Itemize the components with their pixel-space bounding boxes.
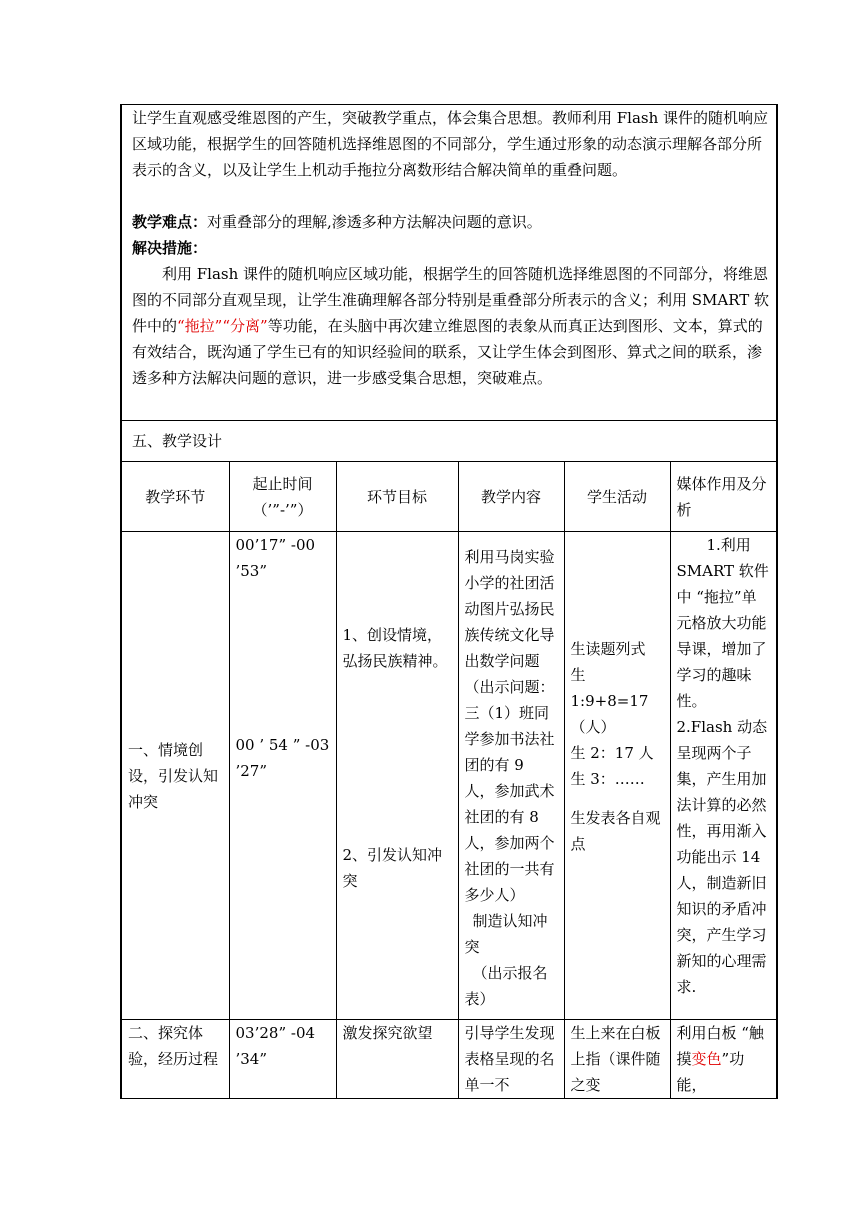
row2-activity: 生上来在白板上指（课件随之变	[564, 1020, 670, 1099]
header-goal: 环节目标	[336, 462, 458, 532]
activity-line-2: 生 1:9+8=17（人）	[570, 666, 649, 736]
row1-content-form: （出示报名表）	[464, 964, 548, 1008]
row1-content-main: 利用马岗实验小学的社团活动图片弘扬民族传统文化导出数学问题（出示问题：三（1）班同学参加书法社团的有 9 人，参加武术社团的有 8 人，参加两个社团的一共有多少人）	[464, 548, 555, 904]
row1-content	[458, 532, 564, 1020]
row1-activity	[564, 532, 670, 1020]
separate-term: “分离”	[222, 317, 268, 335]
row1-time	[229, 532, 336, 1020]
row2-media: 利用白板 “触摸变色”功能，	[670, 1020, 777, 1099]
row2-goal: 激发探究欲望	[336, 1020, 458, 1099]
section-title: 五、教学设计	[132, 432, 223, 450]
media-analysis-2: 2.Flash 动态呈现两个子集，产生用加法计算的必然性，再用渐入功能出示 14 人，制造新旧知识的矛盾冲突，产生学习新知的心理需求.	[676, 718, 768, 996]
row1-stage: 一、情境创设，引发认知冲突	[121, 532, 229, 1020]
media-analysis-1: 1.利用 SMART 软件中 “拖拉”单元格放大功能导课，增加了学习的趣味性。	[676, 536, 769, 710]
section-title-cell	[121, 421, 777, 462]
header-time: 起止时间（’”-’”）	[229, 462, 336, 532]
row1-time-second: 00 ’ 54 ” -03 ’27”	[235, 736, 330, 780]
drag-term: “拖拉”	[177, 317, 223, 335]
row2-content: 引导学生发现表格呈现的名单一不	[458, 1020, 564, 1099]
header-content: 教学内容	[458, 462, 564, 532]
header-activity: 学生活动	[564, 462, 670, 532]
measures-label: 解决措施：	[132, 239, 208, 257]
row2-time: 03’28” -04 ’34”	[229, 1020, 336, 1099]
activity-line-4: 生 3：……	[570, 770, 645, 788]
intro-cell	[121, 105, 777, 421]
row1-content-conflict: 制造认知冲突	[464, 912, 548, 956]
header-stage: 教学环节	[121, 462, 229, 532]
document-page	[120, 104, 776, 1099]
row1-goal	[336, 532, 458, 1020]
color-change-term: 变色	[691, 1050, 722, 1068]
activity-line-1: 生读题列式	[570, 640, 646, 658]
row1-time-start: 00’17” -00 ’53”	[235, 536, 316, 580]
intro-paragraph: 让学生直观感受维恩图的产生，突破教学重点，体会集合思想。教师利用 Flash 课件的随机响应区域功能，根据学生的回答随机选择维恩图的不同部分，学生通过形象的动态演示理解各部分所表示的含义，以及让学生上机动手拖拉分离数形结合解决简单的重叠问题。	[132, 109, 769, 179]
row2-stage: 二、探究体验，经历过程	[121, 1020, 229, 1099]
difficulty-text: 对重叠部分的理解,渗透多种方法解决问题的意识。	[207, 213, 542, 231]
row1-media	[670, 532, 777, 1020]
difficulty-label: 教学难点：	[132, 213, 208, 231]
activity-line-5: 生发表各自观点	[570, 809, 661, 853]
header-media: 媒体作用及分析	[670, 462, 777, 532]
measures-paragraph: 利用 Flash 课件的随机响应区域功能，根据学生的回答随机选择维恩图的不同部分，将维恩图的不同部分直观呈现，让学生准确理解各部分特别是重叠部分所表示的含义；利用 SMART 软件中的“拖拉”“分离”等功能，在头脑中再次建立维恩图的表象从而真正达到图形、文本，算式的有效结合，既沟通了学生已有的知识经验间的联系，又让学生体会到图形、算式之间的联系，渗透多种方法解决问题的意识，进一步感受集合思想，突破难点。	[132, 265, 770, 387]
lesson-table	[120, 104, 778, 1099]
row1-goal-2: 2、引发认知冲突	[342, 846, 443, 890]
activity-line-3: 生 2：17 人	[570, 744, 654, 762]
row1-goal-1: 1、创设情境，弘扬民族精神。	[342, 626, 448, 670]
